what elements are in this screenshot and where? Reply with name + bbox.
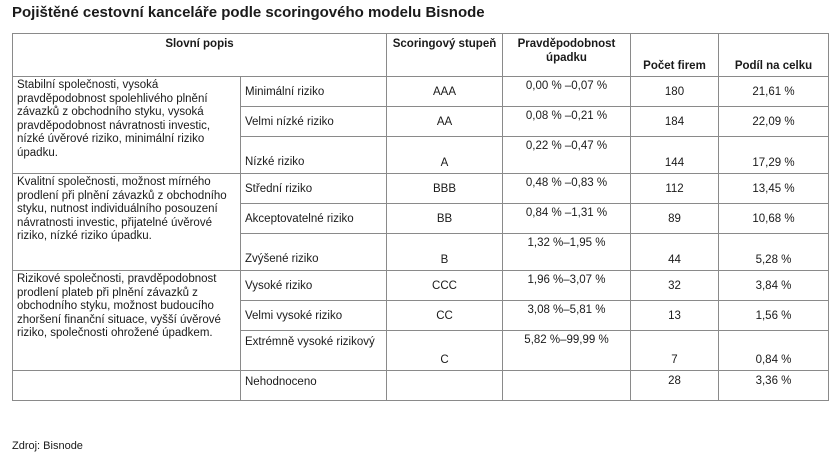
count-cell: 13 [631, 301, 719, 331]
table-row [13, 371, 829, 401]
grade-cell: AAA [387, 77, 503, 107]
risk-label: Nehodnoceno [241, 371, 387, 401]
count-cell: 180 [631, 77, 719, 107]
probability-cell: 0,00 % –0,07 % [503, 77, 631, 107]
probability-cell: 1,96 %–3,07 % [503, 271, 631, 301]
probability-cell [503, 371, 631, 401]
share-cell: 10,68 % [719, 204, 829, 234]
share-cell: 1,56 % [719, 301, 829, 331]
grade-cell: CC [387, 301, 503, 331]
grade-cell [387, 371, 503, 401]
risk-label: Nízké riziko [241, 137, 387, 174]
risk-label: Velmi nízké riziko [241, 107, 387, 137]
group-description: Kvalitní společnosti, možnost mírného prodlení při plnění závazků z obchodního styku, nutnost individuálního posouzení návratnosti investic, přijatelné úvěrové riziko, nízké riziko úpadku. [13, 174, 241, 271]
count-cell: 184 [631, 107, 719, 137]
count-cell: 89 [631, 204, 719, 234]
grade-cell: C [387, 331, 503, 371]
header-grade: Scoringový stupeň [387, 34, 503, 77]
header-share: Podíl na celku [719, 34, 829, 77]
header-row [13, 34, 829, 77]
probability-cell: 0,08 % –0,21 % [503, 107, 631, 137]
grade-cell: B [387, 234, 503, 271]
share-cell: 22,09 % [719, 107, 829, 137]
grade-cell: BBB [387, 174, 503, 204]
grade-cell: CCC [387, 271, 503, 301]
grade-cell: BB [387, 204, 503, 234]
count-cell: 44 [631, 234, 719, 271]
header-description: Slovní popis [13, 34, 387, 77]
risk-label: Vysoké riziko [241, 271, 387, 301]
risk-label: Střední riziko [241, 174, 387, 204]
probability-cell: 0,22 % –0,47 % [503, 137, 631, 174]
grade-cell: AA [387, 107, 503, 137]
probability-cell: 0,84 % –1,31 % [503, 204, 631, 234]
probability-cell: 1,32 %–1,95 % [503, 234, 631, 271]
group-description: Rizikové společnosti, pravděpodobnost prodlení plateb při plnění závazků z obchodního styku, možnost budoucího zhoršení finanční situace, vyšší úvěrové riziko, společnosti ohrožené úpadkem. [13, 271, 241, 371]
share-cell: 3,84 % [719, 271, 829, 301]
table-title: Pojištěné cestovní kanceláře podle scoringového modelu Bisnode [12, 4, 485, 21]
table-row [13, 174, 829, 204]
group-description: Stabilní společnosti, vysoká pravděpodobnost spolehlivého plnění závazků z obchodního styku, vysoká pravděpodobnost návratnosti investic, nízké úvěrové riziko, minimální riziko úpadku. [13, 77, 241, 174]
probability-cell: 5,82 %–99,99 % [503, 331, 631, 371]
grade-cell: A [387, 137, 503, 174]
count-cell: 28 [631, 371, 719, 401]
risk-label: Velmi vysoké riziko [241, 301, 387, 331]
risk-label: Zvýšené riziko [241, 234, 387, 271]
scoring-table [12, 33, 829, 401]
count-cell: 144 [631, 137, 719, 174]
table-row [13, 77, 829, 107]
risk-label: Minimální riziko [241, 77, 387, 107]
header-count: Počet firem [631, 34, 719, 77]
share-cell: 0,84 % [719, 331, 829, 371]
table-row [13, 271, 829, 301]
count-cell: 32 [631, 271, 719, 301]
risk-label: Extrémně vysoké rizikový [241, 331, 387, 371]
probability-cell: 0,48 % –0,83 % [503, 174, 631, 204]
share-cell: 3,36 % [719, 371, 829, 401]
probability-cell: 3,08 %–5,81 % [503, 301, 631, 331]
header-probability: Pravděpodobnost úpadku [503, 34, 631, 77]
share-cell: 13,45 % [719, 174, 829, 204]
source-note: Zdroj: Bisnode [12, 440, 83, 452]
risk-label: Akceptovatelné riziko [241, 204, 387, 234]
share-cell: 21,61 % [719, 77, 829, 107]
empty-description [13, 371, 241, 401]
share-cell: 17,29 % [719, 137, 829, 174]
count-cell: 7 [631, 331, 719, 371]
count-cell: 112 [631, 174, 719, 204]
share-cell: 5,28 % [719, 234, 829, 271]
